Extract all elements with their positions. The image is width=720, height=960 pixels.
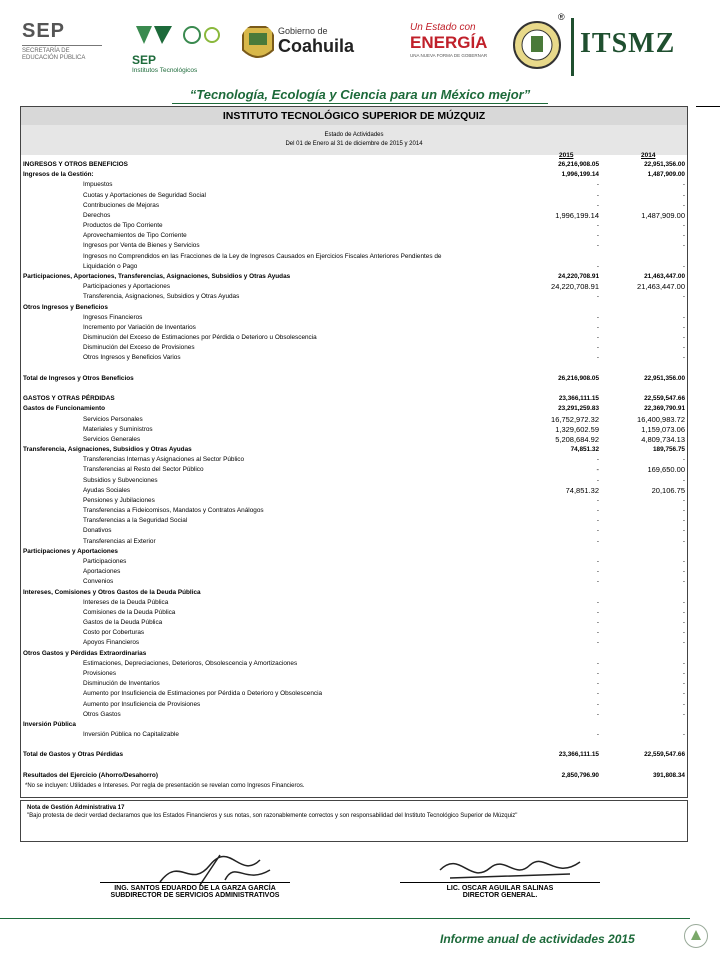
table-row (21, 598, 687, 608)
statement-title: INSTITUTO TECNOLÓGICO SUPERIOR DE MÚZQUIZ (21, 107, 687, 125)
row-value-2015: 16,752,972.32 (551, 414, 599, 424)
row-value-2015: - (596, 496, 599, 504)
row-value-2015: - (596, 659, 599, 667)
row-label: Otros Ingresos y Beneficios (23, 303, 108, 311)
row-value-2014: - (682, 700, 685, 708)
itsmz-logo-text: ITSMZ (580, 28, 676, 59)
footer-logo-icon (684, 924, 708, 948)
table-row (21, 404, 687, 414)
row-value-2014: - (682, 344, 685, 352)
row-value-2015: - (596, 181, 599, 189)
row-value-2014: 21,463,447.00 (637, 282, 685, 292)
row-label: Costo por Coberturas (83, 629, 145, 637)
row-label: Materiales y Suministros (83, 425, 153, 433)
table-row (21, 649, 687, 659)
row-label: Transferencias al Exterior (83, 537, 156, 545)
table-row (21, 465, 687, 475)
row-value-2015: 5,208,684.92 (555, 434, 599, 444)
motto: “Tecnología, Ecología y Ciencia para un México mejor” (189, 87, 531, 102)
table-row (21, 343, 687, 353)
table-row (21, 567, 687, 577)
row-value-2014: - (682, 191, 685, 199)
row-label: Convenios (83, 578, 114, 586)
signature-1 (80, 885, 310, 899)
signature-2-image (430, 850, 590, 890)
it-emblem-icon (132, 22, 222, 48)
row-value-2015: - (596, 313, 599, 321)
statement-subtitle: Estado de Actividades Del 01 de Enero al 31 de diciembre de 2015 y 2014 (21, 125, 687, 155)
table-row (21, 700, 687, 710)
row-value-2015: - (596, 568, 599, 576)
row-value-2015: - (596, 293, 599, 301)
table-row (21, 353, 687, 363)
row-label: Provisiones (83, 670, 117, 677)
row-value-2015: 74,851.32 (565, 485, 599, 495)
row-label: Pensiones y Jubilaciones (83, 496, 155, 504)
row-value-2014: 1,159,073.06 (641, 424, 685, 434)
table-row (21, 303, 687, 313)
row-label: Ingresos no Comprendidos en las Fracciones de la Ley de Ingresos Causados en Ejercicios Fiscales Anteriores Pendientes de (83, 252, 442, 260)
row-label: Transferencia, Asignaciones, Subsidios y Otras Ayudas (23, 446, 192, 454)
row-value-2015: 24,220,708.91 (551, 282, 599, 292)
row-value-2014: - (682, 507, 685, 515)
activities-statement (20, 106, 688, 798)
row-value-2015: 24,220,708.91 (558, 272, 599, 280)
row-value-2015: - (596, 619, 599, 627)
row-value-2014: 22,559,547.66 (644, 751, 685, 759)
table-row (21, 160, 687, 170)
row-value-2014: - (682, 181, 685, 189)
table-row (21, 486, 687, 496)
divider (696, 106, 720, 107)
row-label: Ingresos de la Gestión: (23, 171, 94, 179)
row-value-2015: - (596, 629, 599, 637)
row-label: Aportaciones (83, 568, 121, 576)
row-label: Subsidios y Subvenciones (83, 476, 158, 484)
table-row (21, 628, 687, 638)
row-value-2014: - (682, 496, 685, 504)
table-row (21, 506, 687, 516)
row-value-2014: - (682, 354, 685, 362)
row-label: Disminución del Exceso de Estimaciones por Pérdida o Deterioro u Obsolescencia (83, 334, 317, 342)
row-label: Apoyos Financieros (83, 639, 140, 647)
row-value-2015: - (596, 598, 599, 606)
row-value-2015: - (596, 578, 599, 586)
table-row (21, 720, 687, 730)
table-row (21, 323, 687, 333)
row-label: Aumento por Insuficiencia de Estimaciones por Pérdida o Deterioro y Obsolescencia (83, 690, 323, 698)
row-label: Disminución de Inventarios (83, 680, 160, 688)
row-value-2014: - (682, 619, 685, 627)
row-value-2015: 74,851.32 (570, 446, 599, 454)
table-row (21, 476, 687, 486)
row-value-2014: 16,400,983.72 (637, 414, 685, 424)
signature-1-role: SUBDIRECTOR DE SERVICIOS ADMINISTRATIVOS (110, 892, 280, 899)
row-label: Total de Ingresos y Otros Beneficios (23, 374, 134, 382)
row-value-2014: - (682, 456, 685, 464)
row-value-2014: 22,369,790.91 (644, 405, 685, 413)
row-value-2014: - (682, 568, 685, 576)
row-value-2015: 23,366,111.15 (558, 751, 599, 759)
row-value-2015: 1,996,199.14 (555, 210, 599, 220)
row-value-2015: - (596, 201, 599, 209)
row-value-2014: 169,650.00 (647, 465, 685, 475)
row-label: Intereses, Comisiones y Otros Gastos de la Deuda Pública (23, 588, 201, 596)
footer-text: Informe anual de actividades 2015 (440, 932, 635, 946)
table-row (21, 272, 687, 282)
table-row (21, 730, 687, 740)
row-value-2015: 2,850,796.90 (561, 771, 599, 779)
table-row (21, 394, 687, 404)
row-value-2015: 23,366,111.15 (558, 395, 599, 403)
row-label: Participaciones y Aportaciones (23, 547, 118, 555)
row-value-2014: 189,756.75 (653, 446, 685, 454)
row-label: Ingresos por Venta de Bienes y Servicios (83, 242, 200, 250)
row-label: GASTOS Y OTRAS PÉRDIDAS (23, 395, 115, 403)
table-row (21, 211, 687, 221)
signature-2 (390, 885, 610, 899)
table-row (21, 689, 687, 699)
row-value-2014: - (682, 293, 685, 301)
row-label: Disminución del Exceso de Provisiones (83, 344, 195, 352)
row-value-2014: - (682, 517, 685, 525)
footnote: *No se incluyen: Utilidades e Intereses. Por regla de presentación se revelan como Ingresos Financieros. (25, 783, 305, 789)
table-row (21, 526, 687, 536)
table-row (21, 710, 687, 720)
table-row (21, 455, 687, 465)
row-label: Transferencias a la Seguridad Social (83, 517, 188, 525)
table-row (21, 496, 687, 506)
row-label: Transferencia, Asignaciones, Subsidios y Otras Ayudas (83, 293, 240, 301)
row-label: Gastos de Funcionamiento (23, 405, 106, 413)
table-row (21, 771, 687, 781)
row-label: Transferencias a Fideicomisos, Mandatos y Contratos Análogos (83, 507, 264, 515)
table-row (21, 201, 687, 211)
row-value-2015: - (596, 670, 599, 677)
row-value-2014: 21,463,447.00 (644, 272, 685, 280)
row-value-2014: - (682, 262, 685, 270)
row-value-2015: - (596, 344, 599, 352)
table-row (21, 241, 687, 251)
row-value-2014: - (682, 690, 685, 698)
itsmz-seal-icon (512, 20, 562, 70)
row-value-2014: - (682, 558, 685, 566)
row-value-2014: 20,106.75 (651, 485, 685, 495)
signature-2-role: DIRECTOR GENERAL. (462, 892, 538, 899)
table-row (21, 252, 687, 262)
row-value-2015: - (596, 232, 599, 240)
row-value-2014: - (682, 598, 685, 606)
table-row (21, 638, 687, 648)
row-label: Estimaciones, Depreciaciones, Deterioros, Obsolescencia y Amortizaciones (83, 659, 298, 667)
row-value-2014: - (682, 578, 685, 586)
row-label: Ingresos Financieros (83, 313, 143, 321)
page-header: SEP SECRETARÍA DE EDUCACIÓN PÚBLICA SEP Institutos Tecnológicos Gobierno de Coahuila Un Estado con ENERGÍA UNA NUEVA FORMA DE GOBERNAR ® ITSMZ (22, 12, 676, 74)
table-row (21, 333, 687, 343)
signature-1-image (150, 850, 300, 890)
row-value-2015: 1,329,602.59 (555, 424, 599, 434)
row-label: Participaciones y Aportaciones (83, 283, 171, 291)
energia-logo: Un Estado con ENERGÍA UNA NUEVA FORMA DE GOBERNAR (410, 22, 488, 58)
row-value-2014: - (682, 629, 685, 637)
table-row (21, 761, 687, 771)
row-value-2015: - (596, 262, 599, 270)
row-label: Contribuciones de Mejoras (83, 201, 160, 209)
management-note (20, 800, 688, 842)
row-value-2015: - (596, 222, 599, 230)
row-label: Intereses de la Deuda Pública (83, 598, 169, 606)
row-value-2014: - (682, 608, 685, 616)
row-label: Cuotas y Aportaciones de Seguridad Social (83, 191, 206, 199)
table-row (21, 618, 687, 628)
row-label: Aumento por Insuficiencia de Provisiones (83, 700, 201, 708)
row-label: Otros Gastos (83, 710, 121, 718)
row-label: Servicios Personales (83, 415, 143, 423)
row-value-2014: - (682, 313, 685, 321)
row-label: Derechos (83, 211, 111, 219)
header-divider (571, 18, 574, 76)
signature-1-name: ING. SANTOS EDUARDO DE LA GARZA GARCÍA (114, 885, 276, 892)
table-row (21, 374, 687, 384)
row-label: Inversión Pública (23, 720, 76, 728)
row-value-2015: - (596, 334, 599, 342)
row-label: Incremento por Variación de Inventarios (83, 323, 196, 331)
signature-1-line (100, 882, 290, 883)
row-label: Impuestos (83, 181, 113, 189)
row-value-2014: 22,559,547.66 (644, 395, 685, 403)
table-row (21, 740, 687, 750)
row-value-2015: - (596, 465, 599, 475)
table-row (21, 516, 687, 526)
note-title: Nota de Gestión Administrativa 17 (27, 805, 125, 811)
signature-2-line (400, 882, 600, 883)
row-label: Ayudas Sociales (83, 486, 131, 494)
row-value-2014: - (682, 232, 685, 240)
table-row (21, 445, 687, 455)
coahuila-shield-icon (240, 24, 276, 64)
row-value-2014: 1,487,909.00 (647, 171, 685, 179)
table-row (21, 537, 687, 547)
row-value-2015: - (596, 507, 599, 515)
table-row (21, 231, 687, 241)
coahuila-logo: Gobierno de Coahuila (278, 26, 355, 56)
table-row (21, 415, 687, 425)
table-row (21, 292, 687, 302)
row-value-2015: - (596, 354, 599, 362)
row-label: Total de Gastos y Otras Pérdidas (23, 751, 124, 759)
table-row (21, 557, 687, 567)
table-row (21, 577, 687, 587)
row-value-2015: - (596, 191, 599, 199)
row-label: Otros Ingresos y Beneficios Varios (83, 354, 181, 362)
row-value-2014: 22,951,356.00 (644, 374, 685, 382)
row-value-2014: - (682, 680, 685, 688)
table-row (21, 588, 687, 598)
row-value-2014: - (682, 670, 685, 677)
table-row (21, 750, 687, 760)
year-2015-header: 2015 (559, 152, 574, 159)
row-value-2015: - (596, 608, 599, 616)
footer-divider (0, 918, 690, 919)
row-value-2014: - (682, 639, 685, 647)
table-row (21, 364, 687, 374)
table-row (21, 608, 687, 618)
row-label: Productos de Tipo Corriente (83, 222, 163, 230)
row-label: Comisiones de la Deuda Pública (83, 608, 176, 616)
row-value-2014: - (682, 527, 685, 535)
row-value-2015: 26,216,908.05 (558, 161, 599, 168)
row-label: INGRESOS Y OTROS BENEFICIOS (23, 161, 128, 168)
sep-it-logo: SEP Institutos Tecnológicos (132, 22, 232, 74)
row-value-2015: - (596, 476, 599, 484)
motto-underline (172, 103, 548, 104)
table-row (21, 170, 687, 180)
signature-2-name: LIC. OSCAR AGUILAR SALINAS (446, 885, 554, 892)
row-value-2014: - (682, 476, 685, 484)
row-value-2015: - (596, 558, 599, 566)
table-row (21, 669, 687, 679)
row-label: Inversión Pública no Capitalizable (83, 731, 179, 739)
row-label: Transferencias Internas y Asignaciones al Sector Público (83, 456, 245, 464)
table-row (21, 221, 687, 231)
row-value-2014: - (682, 537, 685, 545)
row-label: Participaciones, Aportaciones, Transferencias, Asignaciones, Subsidios y Otras Ayudas (23, 272, 291, 280)
row-value-2015: 1,996,199.14 (561, 171, 599, 179)
row-label: Resultados del Ejercicio (Ahorro/Desahorro) (23, 771, 158, 779)
table-row (21, 313, 687, 323)
row-value-2015: - (596, 537, 599, 545)
row-value-2015: 26,216,908.05 (558, 374, 599, 382)
table-row (21, 384, 687, 394)
table-row (21, 547, 687, 557)
row-value-2015: - (596, 527, 599, 535)
row-value-2014: - (682, 201, 685, 209)
year-2014-header: 2014 (641, 152, 656, 159)
row-value-2015: - (596, 690, 599, 698)
row-value-2015: - (596, 639, 599, 647)
row-label: Otros Gastos y Pérdidas Extraordinarias (23, 649, 147, 657)
row-value-2014: - (682, 334, 685, 342)
row-label: Gastos de la Deuda Pública (83, 619, 163, 627)
row-value-2014: - (682, 323, 685, 331)
row-value-2014: 22,951,356.00 (644, 161, 685, 168)
row-value-2015: - (596, 700, 599, 708)
row-label: Servicios Generales (83, 435, 141, 443)
row-value-2014: - (682, 659, 685, 667)
table-row (21, 282, 687, 292)
row-label: Aprovechamientos de Tipo Corriente (83, 232, 187, 240)
row-value-2014: - (682, 710, 685, 718)
row-value-2015: - (596, 517, 599, 525)
row-value-2014: - (682, 222, 685, 230)
row-value-2015: - (596, 731, 599, 739)
row-value-2015: - (596, 323, 599, 331)
row-value-2015: - (596, 680, 599, 688)
sep-logo: SEP SECRETARÍA DE EDUCACIÓN PÚBLICA (22, 20, 122, 62)
row-value-2015: - (596, 456, 599, 464)
row-value-2014: 1,487,909.00 (641, 210, 685, 220)
table-row (21, 679, 687, 689)
row-label: Participaciones (83, 558, 127, 566)
row-label: Transferencias al Resto del Sector Público (83, 466, 204, 474)
row-value-2014: - (682, 242, 685, 250)
row-value-2014: 391,808.34 (653, 771, 685, 779)
table-row (21, 435, 687, 445)
note-text: "Bajo protesta de decir verdad declaramos que los Estados Financieros y sus notas, son razonablemente correctos y son responsabilidad del Instituto Tecnológico Superior de Múzquiz" (27, 813, 518, 819)
row-value-2014: 4,809,734.13 (641, 434, 685, 444)
table-row (21, 659, 687, 669)
row-value-2015: - (596, 710, 599, 718)
table-row (21, 191, 687, 201)
table-row (21, 262, 687, 272)
row-label: Liquidación o Pago (83, 262, 138, 270)
row-label: Donativos (83, 527, 112, 535)
table-row (21, 425, 687, 435)
row-value-2014: - (682, 731, 685, 739)
row-value-2015: 23,291,259.83 (558, 405, 599, 413)
row-value-2015: - (596, 242, 599, 250)
table-row (21, 180, 687, 190)
